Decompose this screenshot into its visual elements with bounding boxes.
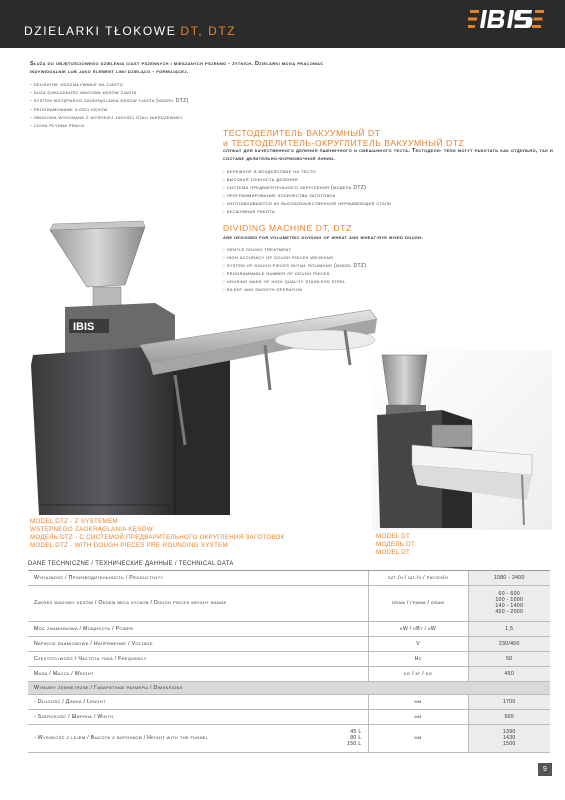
caption-line: MODEL DT: [376, 533, 411, 540]
row-value: [468, 636, 550, 651]
table-row: [28, 571, 550, 585]
row-sublabel: [318, 694, 368, 709]
page-title-model: DT, DTZ: [180, 24, 237, 38]
row-label: Zakres wagowy kęsów / Объем веса кусков / Dough pieces weight range: [28, 585, 318, 621]
caption-line: MODEL DT: [376, 549, 411, 556]
list-item: - programmable number of dough pieces: [223, 270, 366, 278]
table-row: [28, 666, 550, 681]
list-item: - system of dough pieces initial rounding (model DTZ): [223, 262, 366, 270]
row-sublabel-line: 45 L: [350, 729, 362, 735]
list-item: - cicha płynna praca: [30, 122, 189, 130]
list-item: - system wstępnego zaokrąglania kęsów ciasta (model DTZ): [30, 97, 189, 105]
list-item: - gentle dough treatment: [223, 246, 366, 254]
caption-line: МОДЕЛЬ DTZ - С СИСТЕМОЙ ПРЕДВАРИТЕЛЬНОГО ОКРУГЛЕНИЯ ЗАГОТОВОК: [30, 534, 285, 541]
russian-title: [223, 128, 553, 148]
row-sublabel: [318, 724, 368, 752]
russian-feature-list: [223, 168, 391, 216]
technical-data-table: [28, 571, 550, 753]
row-unit: [368, 666, 468, 681]
row-sublabel: [318, 666, 368, 681]
caption-line: MODEL DTZ - Z SYSTEMEM: [30, 518, 118, 525]
row-value-line: 1700: [502, 698, 516, 705]
row-sublabel: [318, 585, 368, 621]
caption-line: МОДЕЛЬ DT: [376, 541, 415, 548]
dimensions-heading: Wymiary zewnętrzne / Габаритные размеры / Dimensions: [28, 681, 550, 694]
row-value: [468, 621, 550, 636]
list-item: - изготавливаются из высококачественной нержавеющей стали: [223, 200, 391, 208]
row-unit: [368, 709, 468, 724]
row-value-line: 50: [506, 655, 513, 662]
row-unit: [368, 585, 468, 621]
russian-title-line2: и ТЕСТОДЕЛИТЕЛЬ-ОКРУГЛИТЕЛЬ ВАКУУМНЫЙ DTZ: [223, 138, 465, 148]
row-label: - Długość / Длина / Lenght: [28, 694, 318, 709]
list-item: - obudowa wykonana z wysokiej jakości stali nierdzewnej: [30, 114, 189, 122]
row-unit-line: mm: [414, 735, 422, 741]
list-item: - programowane ilości kęsów: [30, 106, 189, 114]
table-row: [28, 585, 550, 621]
row-sublabel: [318, 571, 368, 585]
list-item: - бесшумная работа: [223, 208, 391, 216]
page-header: [0, 0, 565, 48]
dimensions-section-row: [28, 681, 550, 694]
dt-model-caption: [376, 533, 415, 557]
row-value-line: 1500: [502, 741, 516, 747]
dt-machine-photo: [372, 350, 552, 530]
row-unit-line: kg / кг / kg: [403, 670, 433, 677]
polish-intro: Służą do objętościowego dzielenia ciast pszennych i mieszanych pszenno - żytnich. Dzielarki mogą pracować indywidualnie lub jako element linii dzieląco - formującej.: [30, 61, 324, 75]
table-row: [28, 694, 550, 709]
row-value: [468, 571, 550, 585]
row-unit-line: Hz: [414, 655, 422, 662]
table-row: [28, 621, 550, 636]
list-item: - система предварительного округления (модель DTZ): [223, 184, 391, 192]
row-label: Częstotliwość / Частота тока / Frequency: [28, 651, 318, 666]
row-value-line: 450 - 2000: [495, 609, 524, 615]
list-item: - бережное в воздействие на тесто: [223, 168, 391, 176]
row-value: [468, 694, 550, 709]
row-unit-line: mm: [414, 698, 422, 705]
table-row: [28, 636, 550, 651]
row-value-line: 1390: [502, 729, 516, 735]
ibis-logo: [468, 7, 544, 31]
table-row: [28, 724, 550, 752]
row-value-line: 60 - 600: [498, 591, 520, 597]
row-value-line: 1430: [502, 735, 516, 741]
row-value: [468, 585, 550, 621]
page-number: 9: [538, 763, 552, 776]
row-value-line: 1,5: [505, 625, 514, 632]
list-item: - delikatne oddziaływanie na ciasto: [30, 81, 189, 89]
row-sublabel-line: 80 L: [350, 735, 362, 741]
row-sublabel: [318, 651, 368, 666]
english-title: DIVIDING MACHINE DT, DTZ: [223, 223, 352, 233]
row-label: Masa / Масса / Weight: [28, 666, 318, 681]
row-label: - Wysokość z lejem / Высота с воронкой / Height with the funnel: [28, 724, 318, 752]
caption-line: MODEL DTZ - WITH DOUGH PIECES PRE-ROUNDING SYSTEM: [30, 542, 229, 549]
row-unit-line: gram / грамм / gram: [391, 600, 445, 606]
row-unit: [368, 694, 468, 709]
row-unit: [368, 621, 468, 636]
list-item: - high accuracy of dough pieces weighing: [223, 254, 366, 262]
row-sublabel-line: 150 L: [347, 741, 362, 747]
row-value: [468, 724, 550, 752]
list-item: - duża dokładność wagowa kęsów ciasta: [30, 89, 189, 97]
row-sublabel: [318, 636, 368, 651]
russian-intro: служат для качественного деления пшеничного и смешанного теста. Тестодели- тели могут работать как отдельно, так и составе делительно-формовочной линии.: [223, 148, 553, 162]
row-unit: [368, 571, 468, 585]
english-intro: are designed for volumetric dividing of wheat and wheat-rye mixed dough.: [223, 235, 424, 241]
row-value-line: 1080 - 2400: [493, 574, 525, 581]
caption-line: WSTĘPNEGO ZAOKRĄGLANIA KĘSÓW: [30, 526, 153, 533]
row-value-line: 230/400: [498, 640, 520, 647]
svg-text:IBIS: IBIS: [73, 321, 95, 333]
table-row: [28, 709, 550, 724]
row-value-line: 450: [504, 670, 515, 677]
row-sublabel: [318, 709, 368, 724]
row-label: - Szerokość / Ширина / Width: [28, 709, 318, 724]
row-label: Napięcie znamionowe / Напряжение / Voltage: [28, 636, 318, 651]
row-unit-line: V: [416, 640, 420, 647]
row-value-line: 140 - 1400: [495, 603, 524, 609]
row-unit-line: mm: [414, 713, 422, 720]
list-item: - программирование количества заготовок: [223, 192, 391, 200]
row-sublabel: [318, 621, 368, 636]
row-unit: [368, 636, 468, 651]
technical-data-heading: DANE TECHNICZNE / ТЕХНИЧЕСКИЕ ДАННЫЕ / TECHNICAL DATA: [28, 561, 234, 567]
dtz-model-caption: [30, 518, 285, 550]
row-unit: [368, 651, 468, 666]
russian-title-line1: ТЕСТОДЕЛИТЕЛЬ ВАКУУМНЫЙ DT: [223, 128, 381, 138]
polish-feature-list: [30, 81, 189, 130]
row-unit-line: szt./h / шт./ч / pieces/h: [387, 574, 449, 581]
row-value: [468, 666, 550, 681]
list-item: - housing made of high quality stainless steel: [223, 278, 366, 286]
dtz-machine-illustration: [25, 215, 385, 520]
list-item: - silent and smooth operation: [223, 286, 366, 294]
row-value-line: 565: [504, 713, 515, 720]
row-label: Moc znamionowa / Мощность / Power: [28, 621, 318, 636]
row-value-line: 100 - 1000: [495, 597, 524, 603]
row-value: [468, 651, 550, 666]
page-title: [24, 24, 236, 38]
row-value: [468, 709, 550, 724]
table-row: [28, 651, 550, 666]
page-title-main: DZIELARKI TŁOKOWE: [24, 24, 177, 38]
row-unit-line: kW / kBт / kW: [399, 625, 437, 632]
list-item: - высокая точность деления: [223, 176, 391, 184]
row-unit: [368, 724, 468, 752]
row-label: Wydajność / Производительность / Productivity: [28, 571, 318, 585]
